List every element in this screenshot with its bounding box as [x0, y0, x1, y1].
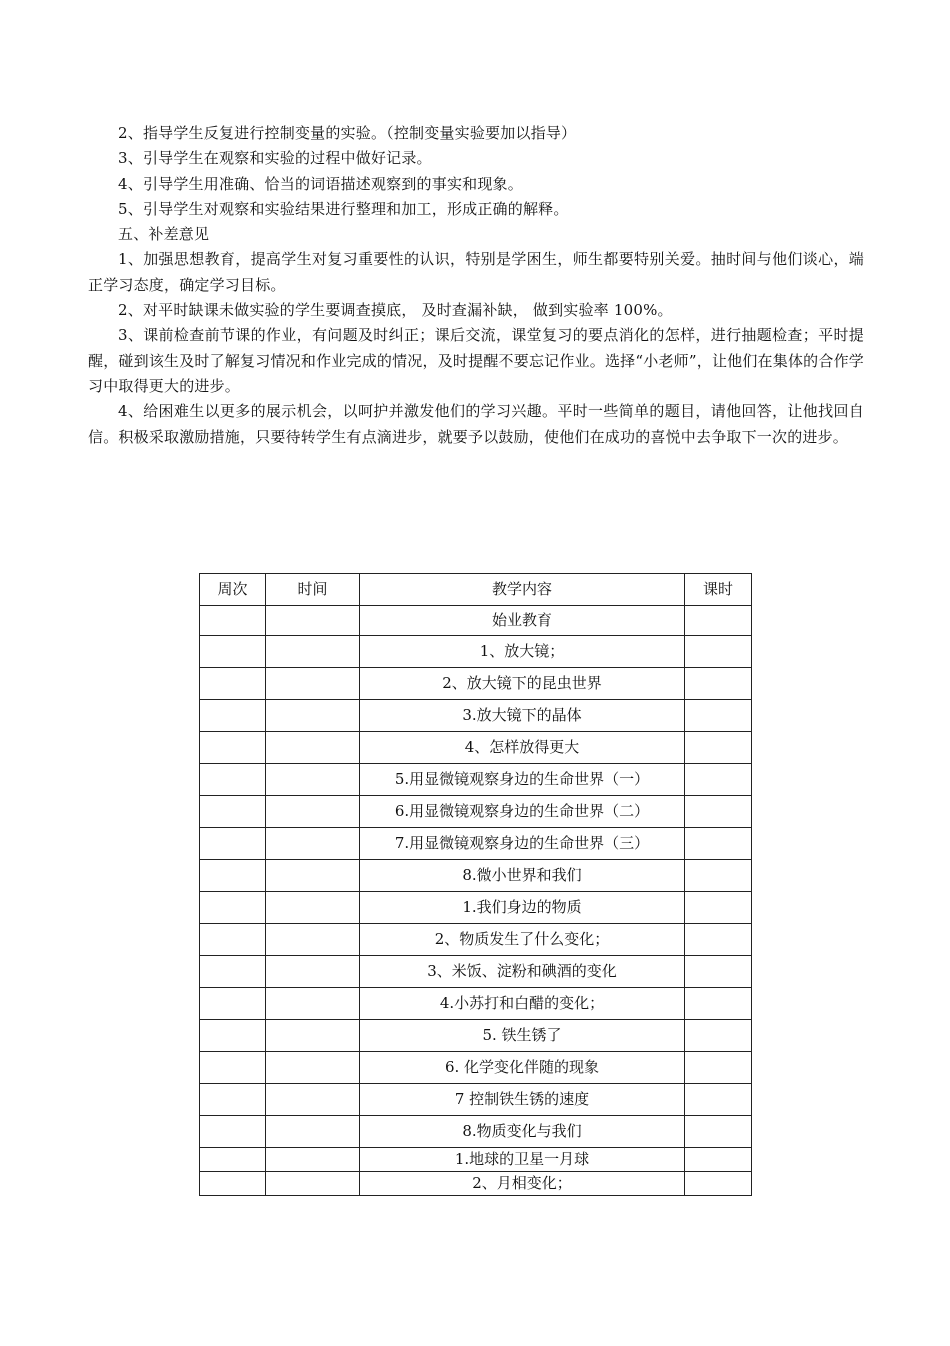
table-row — [200, 956, 752, 988]
hours-cell — [685, 1052, 752, 1084]
hours-cell — [685, 1148, 752, 1172]
table-row — [200, 1172, 752, 1196]
time-cell — [266, 988, 360, 1020]
week-cell — [200, 636, 266, 668]
table-row — [200, 1020, 752, 1052]
week-cell — [200, 732, 266, 764]
content-cell: 1、放大镜； — [360, 636, 685, 668]
week-cell — [200, 668, 266, 700]
hours-cell — [685, 764, 752, 796]
time-cell — [266, 1052, 360, 1084]
time-cell — [266, 860, 360, 892]
hours-cell — [685, 924, 752, 956]
time-cell — [266, 956, 360, 988]
paragraph: 3、引导学生在观察和实验的过程中做好记录。 — [118, 149, 432, 168]
hours-cell — [685, 732, 752, 764]
teaching-schedule-table — [199, 573, 752, 1196]
table-row — [200, 606, 752, 636]
header-week: 周次 — [200, 574, 266, 606]
week-cell — [200, 924, 266, 956]
hours-cell — [685, 1020, 752, 1052]
paragraph: 5、引导学生对观察和实验结果进行整理和加工，形成正确的解释。 — [118, 199, 569, 218]
week-cell — [200, 1084, 266, 1116]
content-cell: 3.放大镜下的晶体 — [360, 700, 685, 732]
time-cell — [266, 606, 360, 636]
time-cell — [266, 796, 360, 828]
week-cell — [200, 1020, 266, 1052]
hours-cell — [685, 636, 752, 668]
hours-cell — [685, 1084, 752, 1116]
time-cell — [266, 1020, 360, 1052]
table-row — [200, 988, 752, 1020]
time-cell — [266, 924, 360, 956]
content-cell: 7 控制铁生锈的速度 — [360, 1084, 685, 1116]
table-row — [200, 700, 752, 732]
table-row — [200, 892, 752, 924]
table-row — [200, 796, 752, 828]
hours-cell — [685, 988, 752, 1020]
paragraph: 3、课前检查前节课的作业，有问题及时纠正；课后交流，课堂复习的要点消化的怎样，进行抽题检查；平时提醒，碰到该生及时了解复习情况和作业完成的情况，及时提醒不要忘记作业。选择“小老师”，让他们在集体的合作学习中取得更大的进步。 — [88, 326, 864, 395]
header-time: 时间 — [266, 574, 360, 606]
table-row — [200, 860, 752, 892]
week-cell — [200, 1052, 266, 1084]
week-cell — [200, 988, 266, 1020]
header-content: 教学内容 — [360, 574, 685, 606]
paragraph: 1、加强思想教育，提高学生对复习重要性的认识，特别是学困生，师生都要特别关爱。抽时间与他们谈心，端正学习态度，确定学习目标。 — [88, 250, 864, 294]
content-cell: 1.我们身边的物质 — [360, 892, 685, 924]
hours-cell — [685, 668, 752, 700]
hours-cell — [685, 796, 752, 828]
week-cell — [200, 606, 266, 636]
table-row — [200, 764, 752, 796]
content-cell: 1.地球的卫星一月球 — [360, 1148, 685, 1172]
table-row — [200, 828, 752, 860]
hours-cell — [685, 860, 752, 892]
paragraph: 2、对平时缺课未做实验的学生要调查摸底， 及时查漏补缺， 做到实验率 100%。 — [118, 301, 673, 320]
time-cell — [266, 732, 360, 764]
week-cell — [200, 764, 266, 796]
week-cell — [200, 956, 266, 988]
content-cell: 4、怎样放得更大 — [360, 732, 685, 764]
time-cell — [266, 1084, 360, 1116]
table-row — [200, 636, 752, 668]
week-cell — [200, 860, 266, 892]
table-row — [200, 668, 752, 700]
week-cell — [200, 1116, 266, 1148]
time-cell — [266, 1172, 360, 1196]
week-cell — [200, 828, 266, 860]
hours-cell — [685, 956, 752, 988]
week-cell — [200, 1172, 266, 1196]
content-cell: 8.微小世界和我们 — [360, 860, 685, 892]
time-cell — [266, 892, 360, 924]
content-cell: 6.用显微镜观察身边的生命世界（二） — [360, 796, 685, 828]
content-cell: 始业教育 — [360, 606, 685, 636]
content-cell: 5. 铁生锈了 — [360, 1020, 685, 1052]
time-cell — [266, 1116, 360, 1148]
hours-cell — [685, 1172, 752, 1196]
paragraph: 4、给困难生以更多的展示机会，以呵护并激发他们的学习兴趣。平时一些简单的题目，请他回答，让他找回自信。积极采取激励措施，只要待转学生有点滴进步，就要予以鼓励，使他们在成功的喜悦中去争取下一次的进步。 — [88, 402, 864, 446]
week-cell — [200, 1148, 266, 1172]
time-cell — [266, 636, 360, 668]
content-cell: 2、放大镜下的昆虫世界 — [360, 668, 685, 700]
table-row — [200, 732, 752, 764]
hours-cell — [685, 828, 752, 860]
week-cell — [200, 700, 266, 732]
time-cell — [266, 764, 360, 796]
time-cell — [266, 828, 360, 860]
table-row — [200, 1148, 752, 1172]
hours-cell — [685, 1116, 752, 1148]
paragraph: 4、引导学生用准确、恰当的词语描述观察到的事实和现象。 — [118, 174, 523, 193]
section-heading: 五、补差意见 — [118, 225, 210, 244]
content-cell: 7.用显微镜观察身边的生命世界（三） — [360, 828, 685, 860]
content-cell: 8.物质变化与我们 — [360, 1116, 685, 1148]
content-cell: 3、米饭、淀粉和碘酒的变化 — [360, 956, 685, 988]
content-cell: 5.用显微镜观察身边的生命世界（一） — [360, 764, 685, 796]
content-cell: 6. 化学变化伴随的现象 — [360, 1052, 685, 1084]
text-block — [88, 121, 864, 450]
content-cell: 4.小苏打和白醋的变化； — [360, 988, 685, 1020]
header-hours: 课时 — [685, 574, 752, 606]
time-cell — [266, 668, 360, 700]
time-cell — [266, 700, 360, 732]
table-row — [200, 1052, 752, 1084]
hours-cell — [685, 892, 752, 924]
table-header-row — [200, 574, 752, 606]
table-row — [200, 1084, 752, 1116]
time-cell — [266, 1148, 360, 1172]
content-cell: 2、月相变化； — [360, 1172, 685, 1196]
hours-cell — [685, 606, 752, 636]
week-cell — [200, 892, 266, 924]
content-cell: 2、物质发生了什么变化； — [360, 924, 685, 956]
table-row — [200, 924, 752, 956]
paragraph: 2、指导学生反复进行控制变量的实验。（控制变量实验要加以指导） — [118, 124, 577, 142]
week-cell — [200, 796, 266, 828]
hours-cell — [685, 700, 752, 732]
table-row — [200, 1116, 752, 1148]
